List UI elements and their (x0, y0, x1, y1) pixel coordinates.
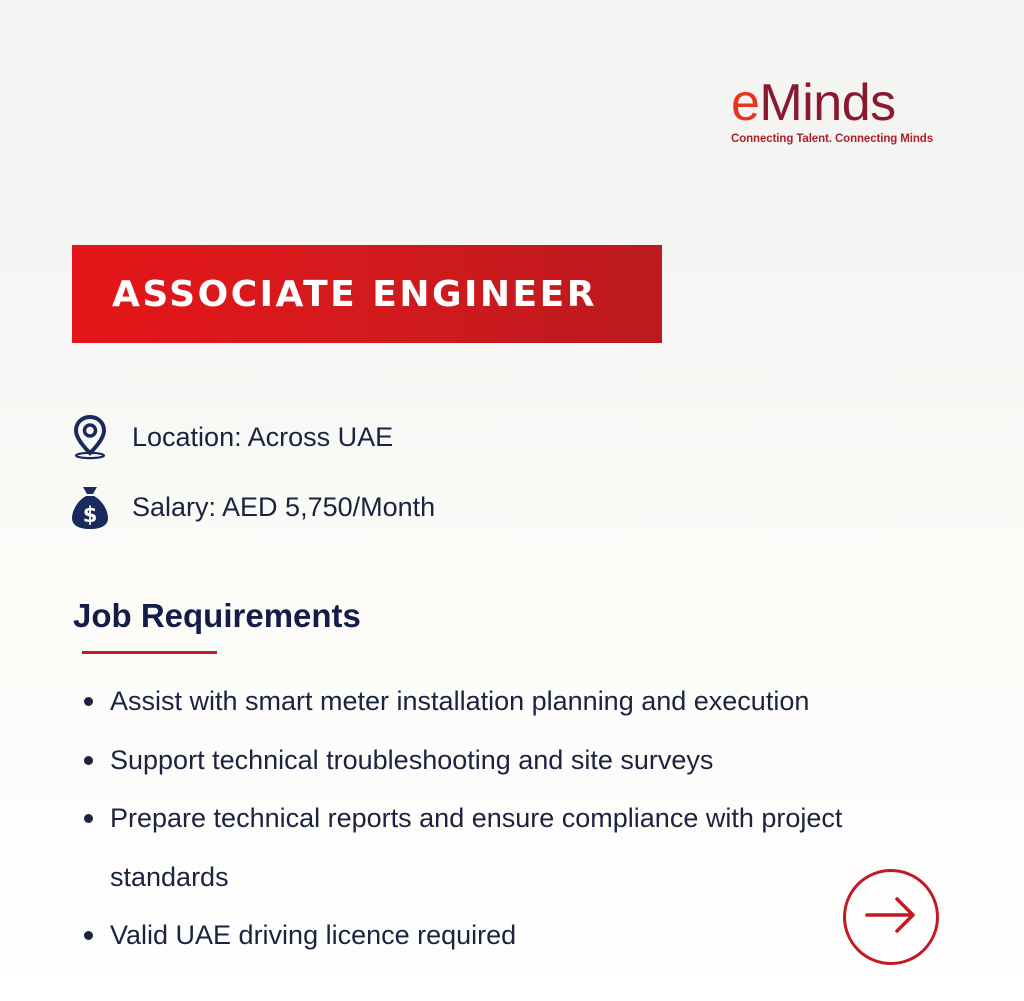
requirement-text: Prepare technical reports and ensure compliance with project standards (110, 803, 843, 892)
location-row (70, 414, 393, 460)
requirement-text: Valid UAE driving licence required (110, 920, 517, 950)
map-pin-icon (70, 414, 110, 460)
logo-wordmark (731, 76, 971, 130)
bullet-dot (84, 756, 93, 765)
location-text: Location: Across UAE (132, 421, 394, 452)
requirement-text: Support technical troubleshooting and site surveys (110, 744, 714, 775)
logo-tagline: Connecting Talent. Connecting Minds (731, 133, 934, 145)
heading-underline (82, 651, 217, 654)
svg-text:$: $ (82, 503, 98, 527)
logo-letter-e: e (731, 74, 760, 132)
bullet-dot (84, 697, 93, 706)
salary-text: Salary: AED 5,750/Month (132, 491, 436, 522)
salary-row (70, 484, 435, 530)
requirement-item (82, 672, 882, 731)
requirements-list (82, 672, 882, 965)
bullet-dot (84, 931, 93, 940)
requirement-item (82, 906, 882, 965)
requirement-text: Assist with smart meter installation planning and execution (110, 686, 810, 716)
requirements-heading: Job Requirements (73, 597, 361, 634)
next-button[interactable] (843, 869, 939, 965)
arrow-right-icon (863, 895, 919, 940)
job-title-banner (72, 245, 662, 343)
bullet-dot (84, 814, 93, 823)
requirement-item (82, 789, 882, 906)
job-title: ASSOCIATE ENGINEER (112, 273, 597, 315)
requirement-item (82, 731, 882, 790)
logo-word-minds: Minds (759, 74, 896, 132)
money-bag-icon (70, 484, 110, 530)
brand-logo (731, 76, 971, 145)
